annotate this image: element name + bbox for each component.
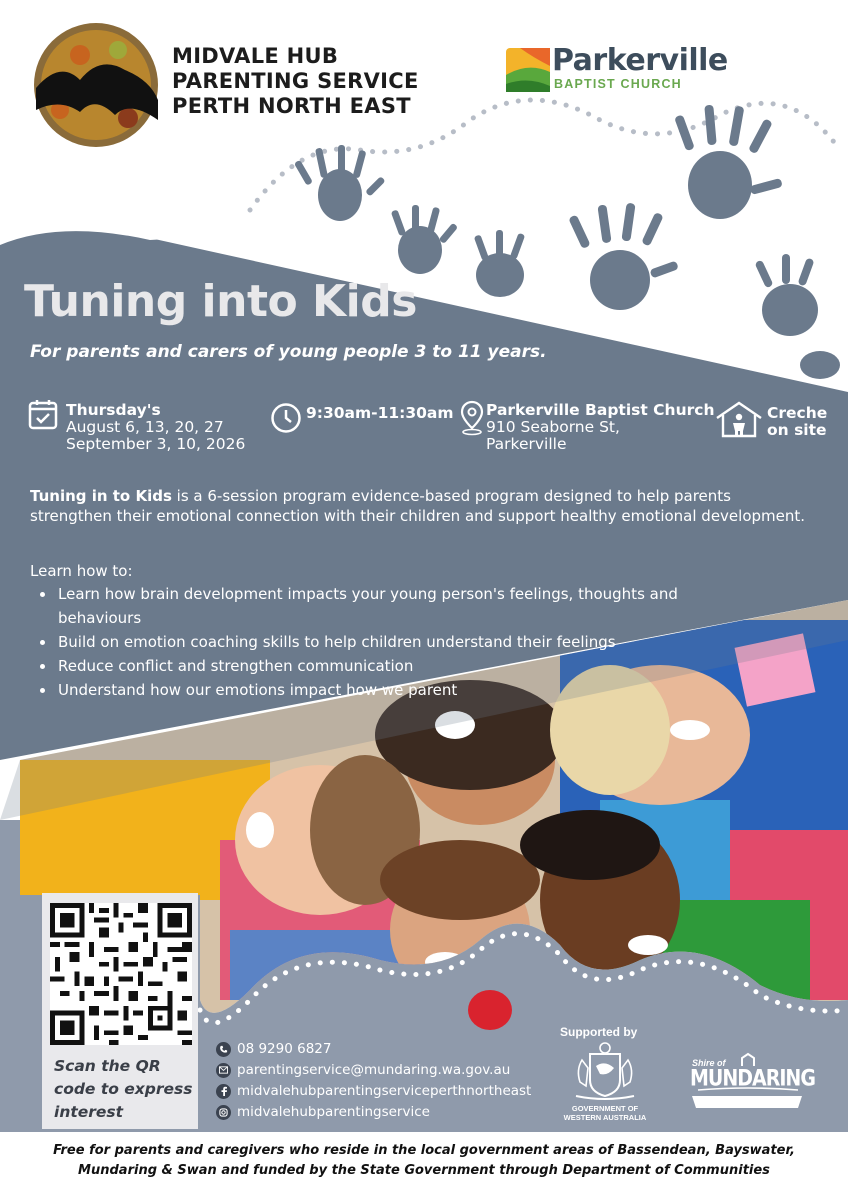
org-title-line: PARENTING SERVICE: [172, 69, 419, 93]
list-item: • Build on emotion coaching skills to help children understand their feelings: [56, 630, 736, 654]
calendar-icon: [28, 398, 58, 430]
email-icon: [216, 1063, 231, 1078]
program-name: Tuning in to Kids: [30, 487, 172, 505]
page-title: Tuning into Kids: [24, 276, 417, 327]
venue-name: Parkerville Baptist Church: [486, 401, 715, 419]
address-line: Parkerville: [486, 435, 567, 453]
shire-name: MUNDARING: [690, 1066, 815, 1092]
location-block: [486, 402, 714, 453]
instagram-handle: midvalehubparentingservice: [237, 1104, 430, 1120]
page-subtitle: For parents and carers of young people 3 to 11 years.: [30, 342, 547, 362]
org-title-line: MIDVALE HUB: [172, 44, 339, 68]
creche-line: Creche: [767, 404, 828, 422]
clock-icon: [270, 402, 302, 434]
phone-icon: [216, 1042, 231, 1057]
list-item: • Reduce conflict and strengthen communication: [56, 654, 736, 678]
midvale-hub-logo: [34, 23, 158, 147]
qr-code-icon[interactable]: [50, 903, 192, 1045]
facebook-icon: [216, 1084, 231, 1099]
partner-name: Parkerville: [552, 43, 728, 78]
wa-government-crest-icon: [572, 1040, 638, 1102]
contact-instagram[interactable]: [216, 1104, 430, 1120]
instagram-icon: [216, 1105, 231, 1120]
house-child-icon: [714, 400, 764, 438]
creche-label: [767, 405, 827, 439]
program-description: [30, 486, 810, 526]
facebook-handle: midvalehubparentingserviceperthnortheast: [237, 1083, 532, 1099]
list-item: • Understand how our emotions impact how we parent: [56, 678, 736, 702]
learn-list: [36, 582, 736, 702]
supported-by-label: Supported by: [560, 1025, 638, 1039]
email-address: parentingservice@mundaring.wa.gov.au: [237, 1062, 511, 1078]
org-title-line: PERTH NORTH EAST: [172, 94, 411, 118]
dates-block: [66, 402, 245, 453]
dates-line: September 3, 10, 2026: [66, 435, 246, 453]
learn-heading: Learn how to:: [30, 562, 133, 580]
contact-facebook[interactable]: [216, 1083, 531, 1099]
shire-small-label: Shire of: [692, 1058, 726, 1068]
partner-subtitle: BAPTIST CHURCH: [554, 77, 682, 91]
location-pin-icon: [460, 400, 484, 436]
contact-phone[interactable]: [216, 1041, 331, 1057]
dates-line: August 6, 13, 20, 27: [66, 418, 224, 436]
gov-wa-line: WESTERN AUSTRALIA: [563, 1113, 647, 1122]
parkerville-logo-mark: [506, 48, 550, 92]
list-item: • Learn how brain development impacts your young person's feelings, thoughts and behaviours: [56, 582, 736, 630]
footer-text: Free for parents and caregivers who reside in the local government areas of Bassendean, Bayswater, Mundaring & Swan and funded by the State Government through Department of Communities: [53, 1143, 795, 1178]
description-text: is a 6-session program evidence-based program designed to help parents strengthen their emotional connection with their children and support healthy emotional development.: [30, 487, 806, 525]
creche-line: on site: [767, 421, 827, 439]
qr-caption: Scan the QR code to express interest: [54, 1057, 193, 1121]
day-label: Thursday's: [66, 401, 161, 419]
gov-wa-line: GOVERNMENT OF: [571, 1104, 639, 1113]
address-line: 910 Seaborne St,: [486, 418, 620, 436]
contact-email[interactable]: [216, 1062, 510, 1078]
gov-wa-label: [557, 1104, 653, 1122]
phone-number: 08 9290 6827: [237, 1041, 332, 1057]
org-title: [172, 44, 419, 119]
time-label: 9:30am-11:30am: [306, 404, 454, 422]
